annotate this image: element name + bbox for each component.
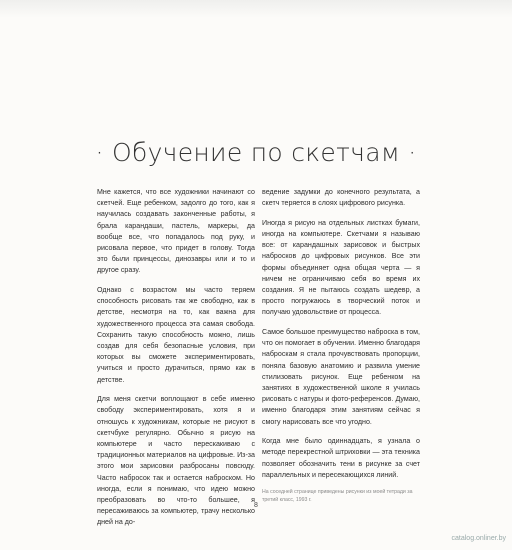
paragraph: ведение задумки до конечного результата, а скетч теряется в слоях цифрового рисунка.	[262, 188, 420, 208]
paragraph: Иногда я рисую на отдельных листках бумаги, иногда на компьютере. Скетчами я называю все: от карандашных зарисовок и быстрых набросков до цифровых рисунков. Все эти формы объединяет одна общая черта — я ничем не ограничиваю себя во время их создания. Я не пытаюсь создать шедевр, а просто погружаюсь в творческий поток и получаю удовольствие от процесса.	[262, 218, 420, 317]
watermark: catalog.onliner.by	[451, 535, 506, 542]
page-number: 8	[254, 502, 258, 509]
page-top-shadow	[0, 0, 512, 18]
paragraph: Для меня скетчи воплощают в себе именно свободу экспериментировать, хотя я и отношусь к художникам, которые не рисуют в скетчбуке регулярно. Обычно я рисую на компьютере и часто перескакиваю с традиционных материалов на цифровые. Из-за этого мои зарисовки разбросаны повсюду. Часто набросок так и остается наброском. Но иногда, если я понимаю, что идею можно преобразовать во что-то большее, я пересаживаюсь за компьютер, трачу несколько дней на до-	[97, 395, 255, 527]
paragraph: Мне кажется, что все художники начинают со скетчей. Еще ребенком, задолго до того, как я научилась создавать законченные работы, я брала карандаши, пастель, маркеры, да вообще все, что попадалось под руку, и рисовала первое, что придет в голову. Тогда это были принцессы, динозавры или и то и другое сразу.	[97, 188, 255, 275]
paragraph: Однако с возрастом мы часто теряем способность рисовать так же свободно, как в детстве, несмотря на то, как важна для художественного процесса эта самая свобода. Сохранить такую способность можно, лишь создав для себя безопасные условия, при которых вы сможете экспериментировать, учиться и просто дурачиться, прямо как в детстве.	[97, 286, 255, 384]
left-column	[97, 187, 255, 537]
image-caption: На соседней странице приведены рисунки из моей тетради за третий класс, 1993 г.	[262, 489, 413, 503]
paragraph: Когда мне было одиннадцать, я узнала о методе перекрестной штриховки — эта техника позволяет обозначить тени в рисунке за счет параллельных и пересекающихся линий.	[262, 437, 420, 479]
right-column	[262, 187, 420, 504]
paragraph: Самое большое преимущество наброска в том, что он помогает в обучении. Именно благодаря наброскам я стала прочувствовать пропорции, поняла базовую анатомию и развила умение стилизовать рисунок. Еще ребенком на занятиях в художественной школе я училась рисовать с натуры и фото-референсов. Думаю, именно благодаря этим занятиям сейчас я смогу нарисовать все что угодно.	[262, 328, 420, 426]
chapter-title: · Обучение по скетчам ·	[95, 138, 417, 167]
